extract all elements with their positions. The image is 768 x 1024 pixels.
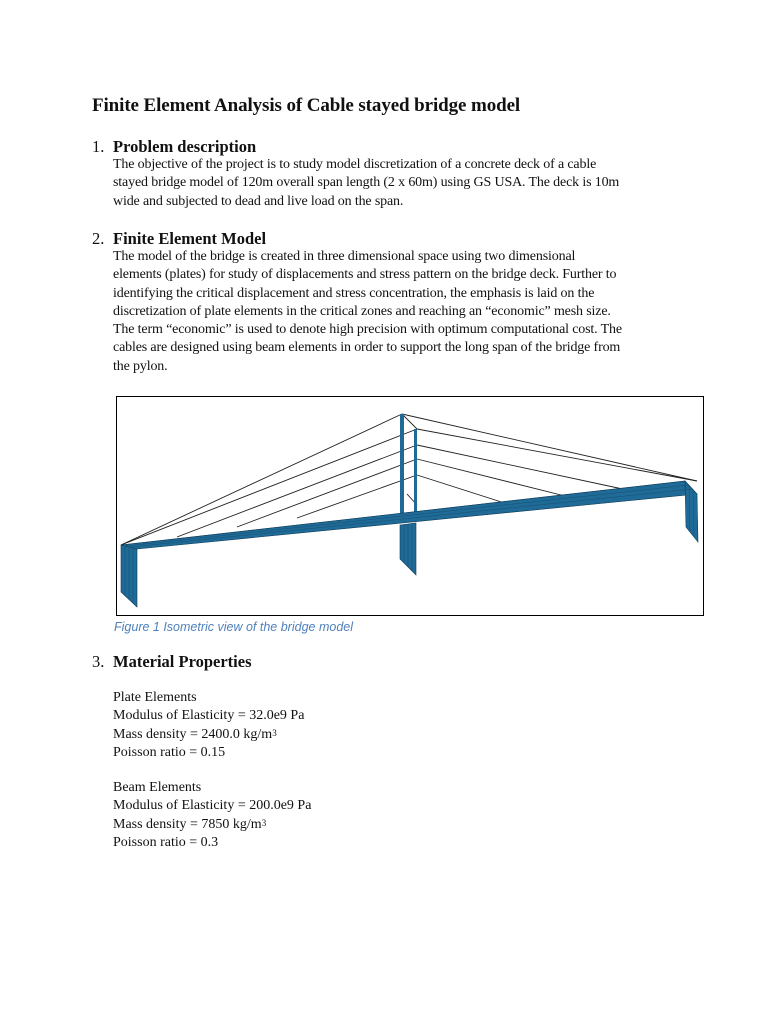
paragraph-line: elements (plates) for study of displacements and stress pattern on the bridge deck. Further to (113, 267, 617, 283)
modulus-of-elasticity: Modulus of Elasticity = 200.0e9 Pa (113, 798, 312, 814)
pylon (400, 414, 417, 519)
section-title: Finite Element Model (113, 229, 267, 248)
deck-right-end (685, 481, 698, 542)
section-number: 2. (92, 229, 105, 248)
paragraph-line: wide and subjected to dead and live load on the span. (113, 193, 404, 209)
cable-line (121, 429, 417, 545)
poisson-ratio: Poisson ratio = 0.15 (113, 744, 226, 760)
pylon-mast (414, 429, 417, 519)
mass-density: Mass density = 2400.0 $kg/m^3$ (113, 726, 277, 742)
paragraph-line: discretization of plate elements in the critical zones and reaching an “economic” mesh size. (113, 303, 611, 319)
paragraph-line: The term “economic” is used to denote high precision with optimum computational cost. The (113, 322, 622, 338)
paragraph-line: identifying the critical displacement and stress concentration, the emphasis is laid on the (113, 285, 595, 301)
modulus-of-elasticity: Modulus of Elasticity = 32.0e9 Pa (113, 708, 305, 724)
section-heading-material-properties (92, 652, 252, 672)
cable-line (417, 429, 697, 481)
bridge-isometric-drawing (117, 397, 703, 615)
mass-density: Mass density = 7850 $kg/m^3$ (113, 816, 267, 832)
section-title: Material Properties (113, 652, 252, 671)
superscript-exponent: 3 (272, 727, 277, 738)
section-title: Problem description (113, 137, 257, 156)
cable-line (417, 459, 577, 499)
cable-line (402, 414, 697, 481)
material-group-title: Plate Elements (113, 690, 197, 705)
document-title: Finite Element Analysis of Cable stayed bridge model (92, 95, 521, 116)
paragraph-line: The model of the bridge is created in three dimensional space using two dimensional (113, 249, 576, 264)
plate-elements-properties (113, 689, 304, 762)
paragraph-line: stayed bridge model of 120m overall span length (2 x 60m) using GS USA. The deck is 10m (113, 175, 620, 191)
pylon-mast (400, 414, 404, 514)
poisson-ratio: Poisson ratio = 0.3 (113, 834, 219, 850)
figure-caption: Figure 1 Isometric view of the bridge model (114, 620, 353, 634)
paragraph-line: cables are designed using beam elements in order to support the long span of the bridge from (113, 340, 621, 356)
superscript-exponent: 3 (261, 817, 267, 828)
material-group-title: Beam Elements (113, 780, 202, 795)
paragraph-line: the pylon. (113, 358, 168, 374)
section-number: 1. (92, 137, 105, 156)
bridge-model-figure (116, 396, 704, 616)
cable-line (417, 445, 632, 491)
pylon-top-link (402, 414, 417, 429)
paragraph-line: The objective of the project is to study model discretization of a concrete deck of a cable (113, 157, 597, 172)
section-heading-problem-description (92, 137, 256, 157)
problem-description-paragraph (113, 156, 698, 211)
section-heading-finite-element-model (92, 229, 266, 249)
beam-elements-properties (113, 779, 311, 852)
finite-element-model-paragraph (113, 248, 698, 376)
bridge-deck (121, 481, 698, 607)
section-number: 3. (92, 652, 105, 671)
